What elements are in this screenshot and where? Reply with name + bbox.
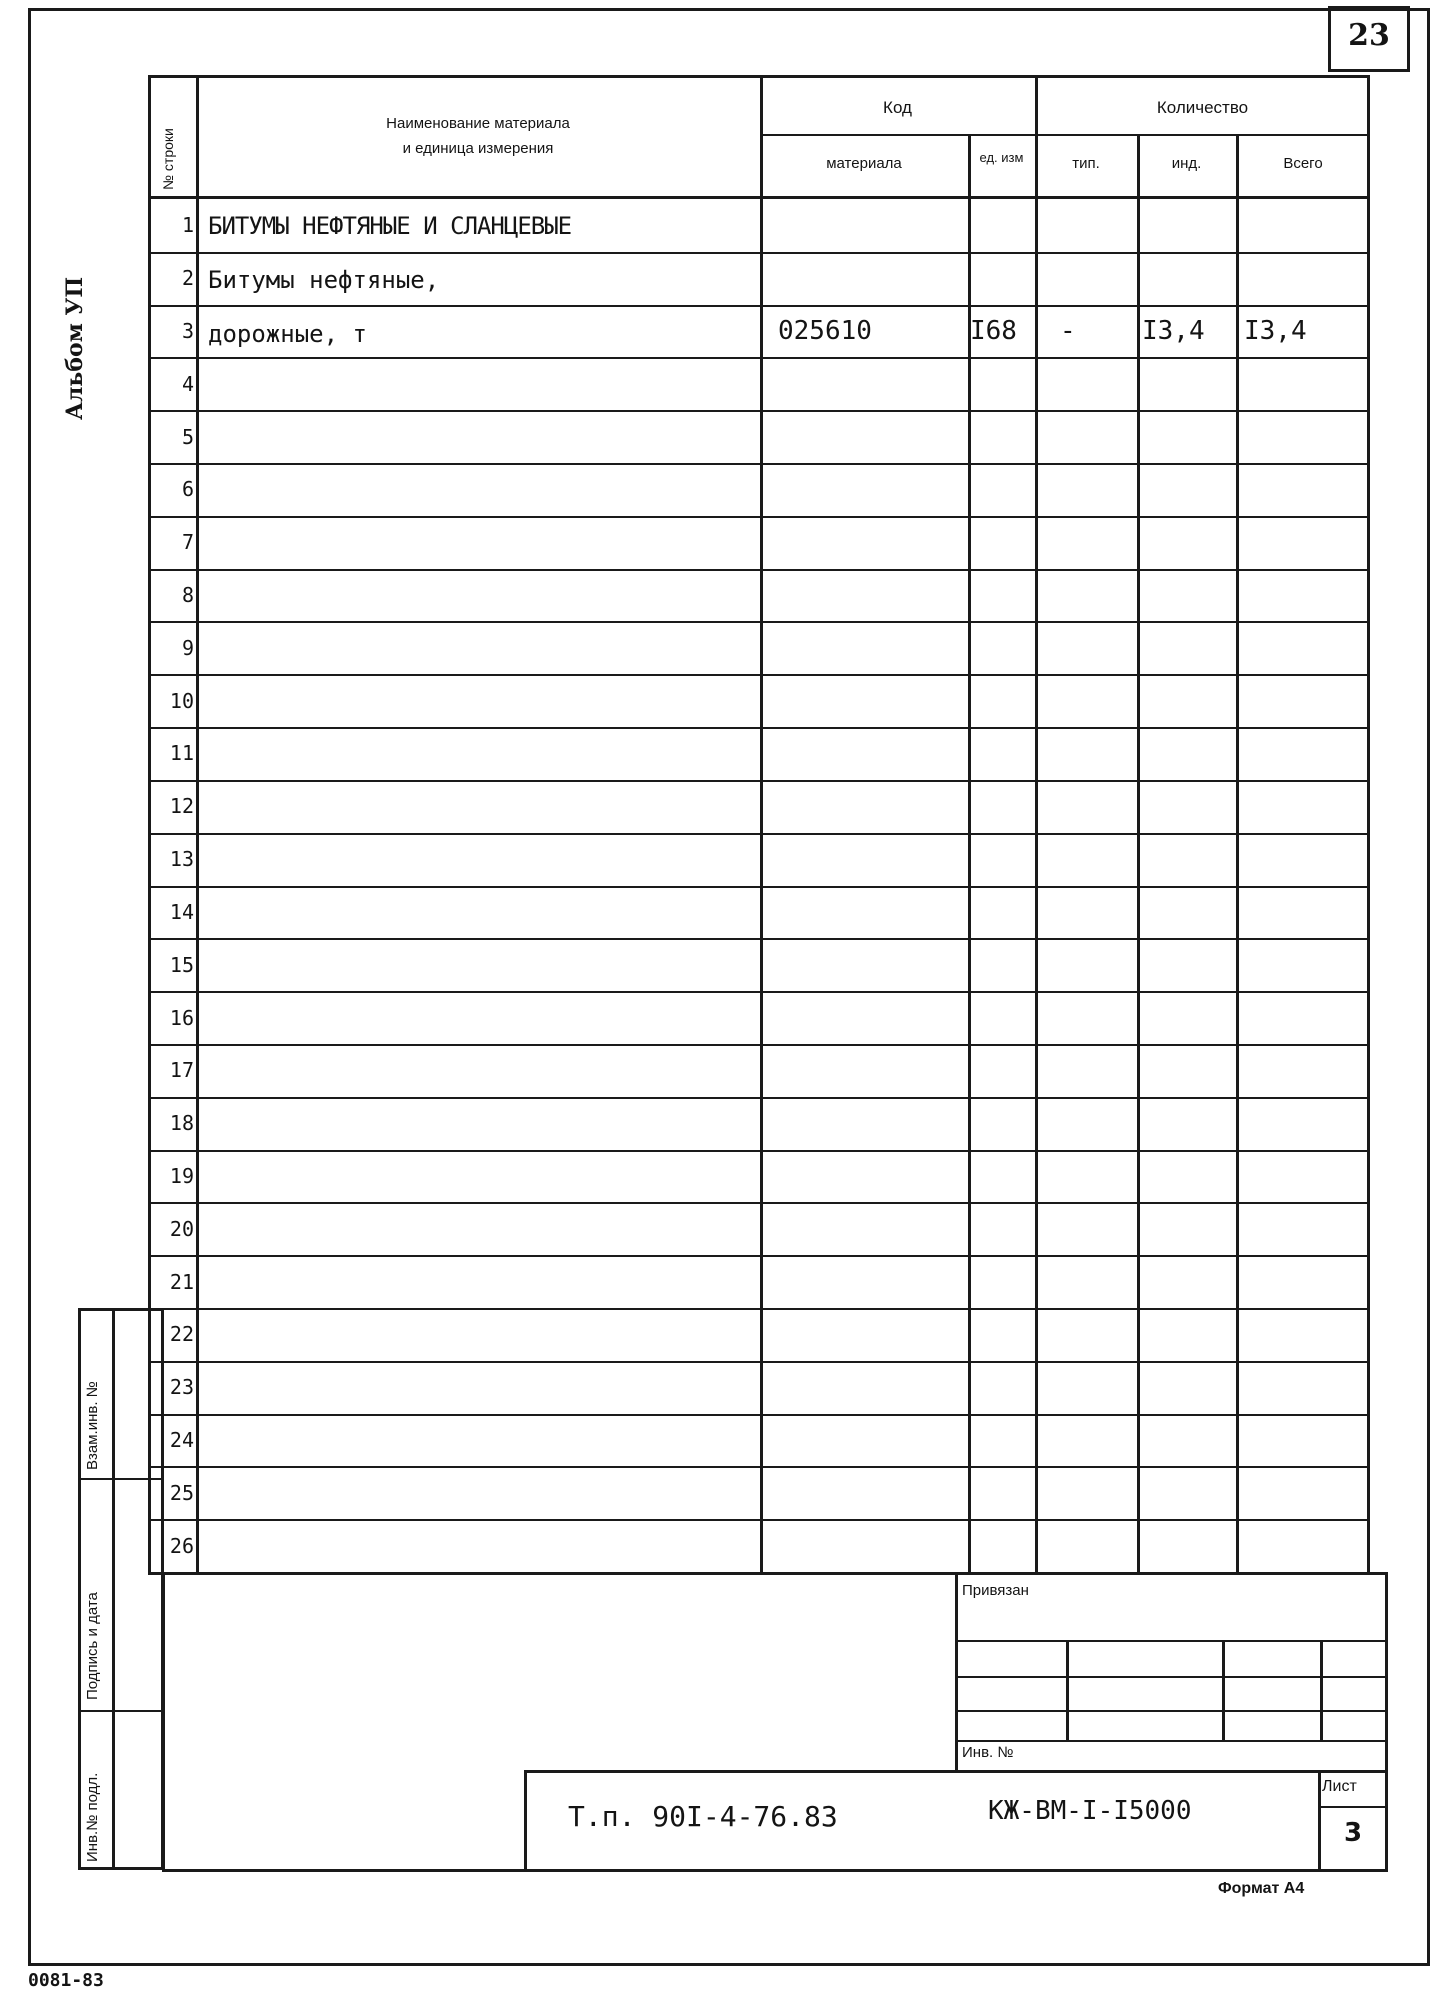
row-number: 8 xyxy=(181,583,194,608)
row-2-name: Битумы нефтяные, xyxy=(208,266,440,294)
row-number: 2 xyxy=(181,266,194,291)
col-divider-ind xyxy=(1236,135,1239,1575)
side-stamp-sep-2 xyxy=(78,1710,164,1712)
row-divider xyxy=(148,674,1370,676)
binding-label: Привязан xyxy=(962,1582,1029,1599)
sheet-sep xyxy=(1318,1806,1388,1808)
inventory-label: Инв. № xyxy=(962,1744,1014,1761)
binding-col-1 xyxy=(1066,1640,1069,1740)
row-number: 5 xyxy=(181,424,194,449)
row-number: 20 xyxy=(169,1216,194,1241)
row-divider xyxy=(148,1414,1370,1416)
row-divider xyxy=(148,252,1370,254)
header-quantity-group: Количество xyxy=(1156,98,1249,117)
row-divider xyxy=(148,1097,1370,1099)
row-3-material: 025610 xyxy=(778,316,872,346)
row-divider xyxy=(148,727,1370,729)
header-material: материала xyxy=(826,155,902,172)
row-divider xyxy=(148,357,1370,359)
row-number: 15 xyxy=(169,952,194,977)
row-number: 23 xyxy=(169,1375,194,1400)
footer-code: 0081-83 xyxy=(28,1970,104,1991)
header-total: Всего xyxy=(1283,155,1323,172)
binding-col-3 xyxy=(1320,1640,1323,1740)
header-name-line1: Наименование материала xyxy=(386,115,570,132)
row-number: 4 xyxy=(181,371,194,396)
row-number: 25 xyxy=(169,1480,194,1505)
row-1-name: БИТУМЫ НЕФТЯНЫЕ И СЛАНЦЕВЫЕ xyxy=(208,212,572,240)
col-divider-unit xyxy=(1035,75,1038,1575)
format-label: Формат А4 xyxy=(1218,1880,1305,1897)
row-number: 22 xyxy=(169,1322,194,1347)
row-divider xyxy=(148,1044,1370,1046)
header-subline xyxy=(760,134,1370,136)
side-stamp-signature: Подпись и дата xyxy=(84,1592,101,1700)
row-divider xyxy=(148,621,1370,623)
row-divider xyxy=(148,1361,1370,1363)
binding-line-2 xyxy=(955,1676,1388,1678)
row-number: 19 xyxy=(169,1163,194,1188)
row-number: 24 xyxy=(169,1427,194,1452)
row-number: 10 xyxy=(169,688,194,713)
row-divider xyxy=(148,1202,1370,1204)
page-number: 23 xyxy=(1348,18,1390,53)
header-row-number: № строки xyxy=(160,128,176,190)
side-stamp-inventory: Инв.№ подл. xyxy=(84,1772,101,1862)
row-3-unit: I68 xyxy=(970,316,1017,346)
header-ind: инд. xyxy=(1171,155,1202,172)
binding-line-3 xyxy=(955,1710,1388,1712)
col-divider-typ xyxy=(1137,135,1140,1575)
row-number: 17 xyxy=(169,1058,194,1083)
row-3-total: I3,4 xyxy=(1244,316,1307,346)
side-stamp-divider xyxy=(112,1308,115,1870)
row-3-ind: I3,4 xyxy=(1142,316,1205,346)
row-divider xyxy=(148,1308,1370,1310)
binding-line-1 xyxy=(955,1640,1388,1642)
row-number: 11 xyxy=(169,741,194,766)
row-divider xyxy=(148,1466,1370,1468)
row-number: 6 xyxy=(181,477,194,502)
row-3-typ: - xyxy=(1060,316,1076,346)
doc-code: Т.п. 90I-4-76.83 xyxy=(568,1800,838,1833)
row-divider xyxy=(148,410,1370,412)
row-number: 18 xyxy=(169,1111,194,1136)
title-block-divider xyxy=(955,1572,958,1772)
row-number: 16 xyxy=(169,1005,194,1030)
row-number: 1 xyxy=(181,213,194,238)
row-number: 21 xyxy=(169,1269,194,1294)
table-frame xyxy=(148,75,1370,1575)
row-divider xyxy=(148,991,1370,993)
sheet-number: 3 xyxy=(1343,1818,1363,1848)
header-code-group: Код xyxy=(883,98,912,117)
binding-col-2 xyxy=(1222,1640,1225,1740)
sheet-label: Лист xyxy=(1322,1778,1357,1795)
row-3-name: дорожные, т xyxy=(208,320,367,348)
row-divider xyxy=(148,463,1370,465)
row-number: 26 xyxy=(169,1533,194,1558)
row-divider xyxy=(148,780,1370,782)
row-number: 13 xyxy=(169,847,194,872)
side-stamp-sep-1 xyxy=(78,1478,164,1480)
header-name-line2: и единица измерения xyxy=(402,140,554,157)
row-divider xyxy=(148,516,1370,518)
row-number: 7 xyxy=(181,530,194,555)
row-divider xyxy=(148,1150,1370,1152)
row-number: 14 xyxy=(169,899,194,924)
row-divider xyxy=(148,938,1370,940)
col-divider-name xyxy=(760,75,763,1575)
header-unit: ед. изм xyxy=(979,150,1024,165)
row-divider xyxy=(148,305,1370,307)
row-divider xyxy=(148,1255,1370,1257)
row-number: 12 xyxy=(169,794,194,819)
side-stamp-replace: Взам.инв. № xyxy=(84,1381,101,1470)
doc-mark: КЖ-ВМ-I-I5000 xyxy=(988,1796,1192,1826)
row-number: 3 xyxy=(181,319,194,344)
row-divider xyxy=(148,833,1370,835)
header-bottom-line xyxy=(148,196,1370,199)
col-divider-row xyxy=(196,75,199,1575)
binding-line-4 xyxy=(955,1740,1388,1742)
row-number: 9 xyxy=(181,635,194,660)
row-divider xyxy=(148,886,1370,888)
header-typ: тип. xyxy=(1072,155,1100,172)
col-divider-material xyxy=(968,135,971,1575)
album-label: Альбом УП xyxy=(62,276,88,420)
row-divider xyxy=(148,1519,1370,1521)
row-divider xyxy=(148,569,1370,571)
